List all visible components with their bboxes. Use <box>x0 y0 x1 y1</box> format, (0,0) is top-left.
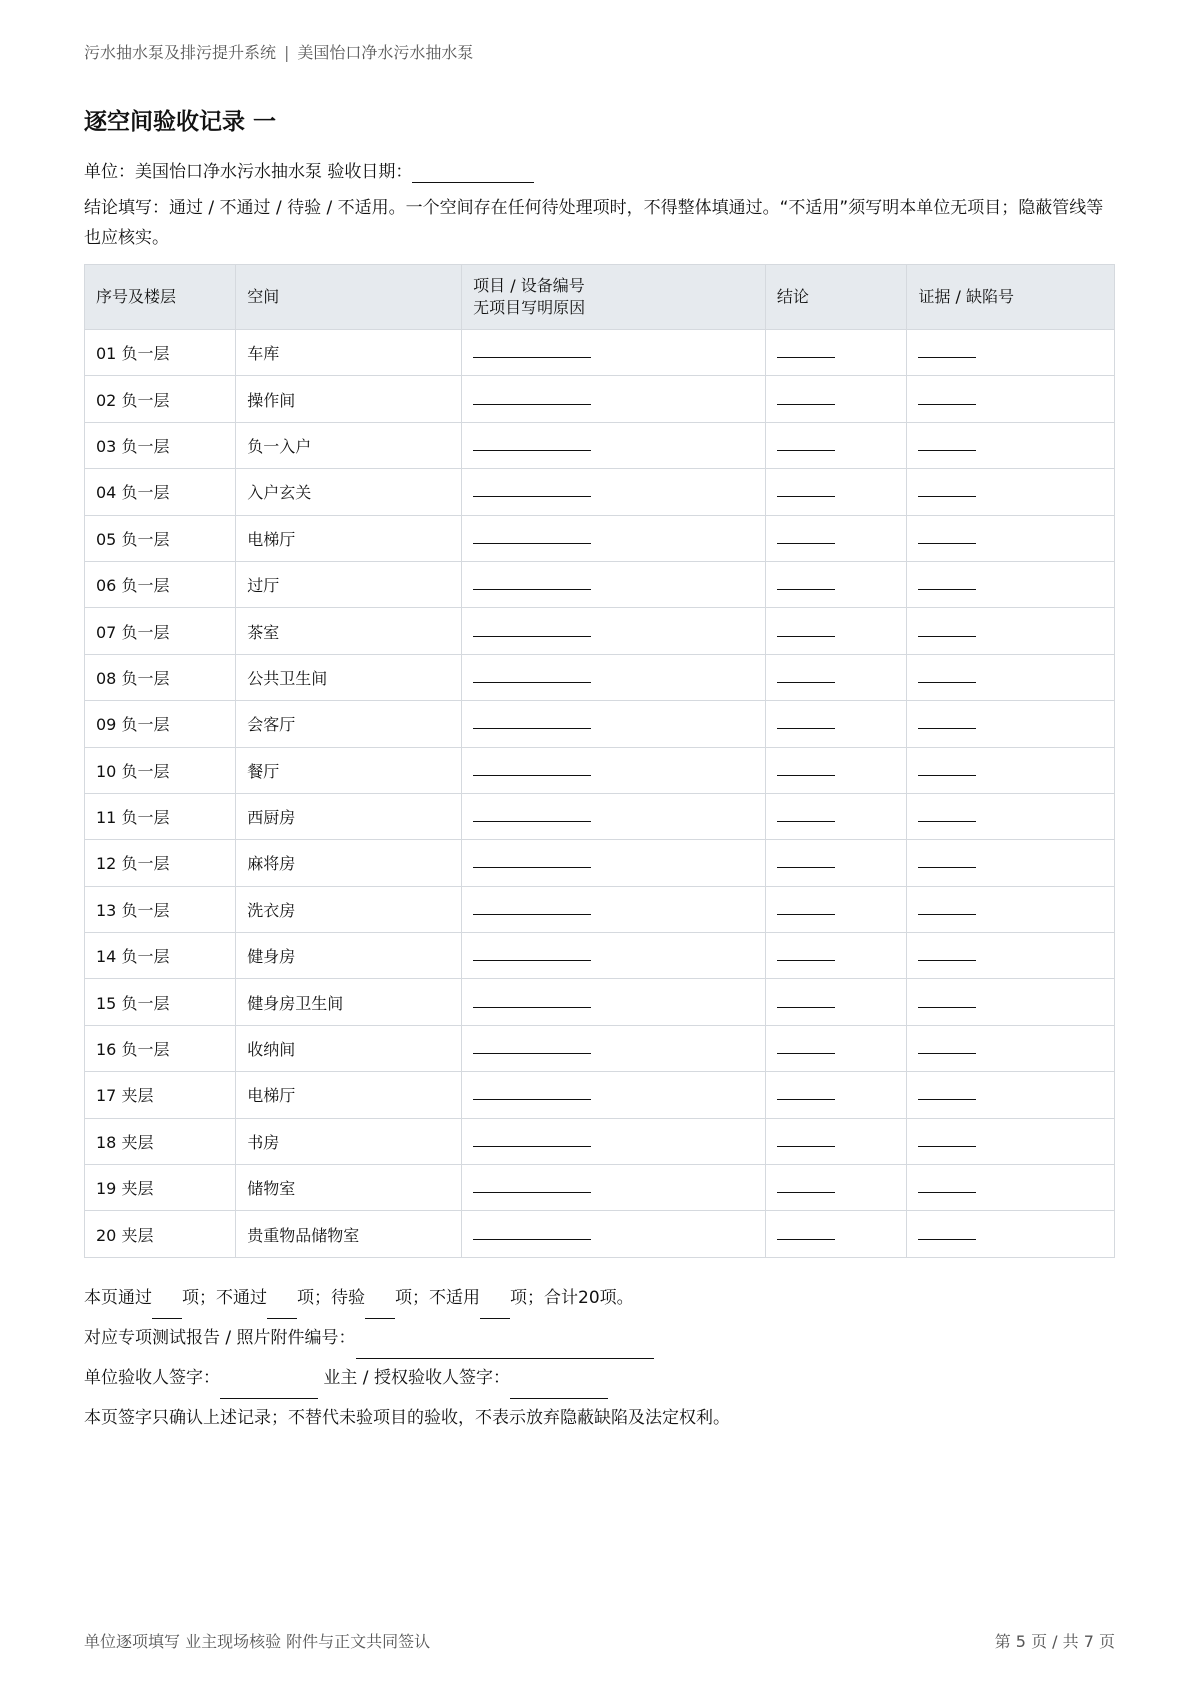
row-evidence-blank[interactable] <box>918 1085 976 1100</box>
unit-signature-blank[interactable] <box>220 1358 318 1399</box>
header-item <box>462 265 766 330</box>
row-evidence-cell <box>907 515 1115 561</box>
row-result-blank[interactable] <box>777 482 835 497</box>
row-item-blank[interactable] <box>473 900 591 915</box>
row-result-cell <box>765 1211 907 1257</box>
row-evidence-blank[interactable] <box>918 390 976 405</box>
pass-label: 本页通过 <box>84 1288 152 1308</box>
row-evidence-blank[interactable] <box>918 1039 976 1054</box>
table-row <box>85 422 1115 468</box>
row-result-cell <box>765 1025 907 1071</box>
header-separator: | <box>284 43 290 62</box>
attachment-line <box>84 1318 730 1358</box>
row-item-cell <box>462 422 766 468</box>
unit-date-line <box>84 157 534 183</box>
unit-signature-label: 单位验收人签字： <box>84 1368 220 1388</box>
row-result-blank[interactable] <box>777 993 835 1008</box>
header-company-name: 美国怡口净水污水抽水泵 <box>297 43 474 62</box>
row-floor: 07 负一层 <box>85 608 236 654</box>
header-system-name: 污水抽水泵及排污提升系统 <box>84 43 277 62</box>
row-evidence-blank[interactable] <box>918 1225 976 1240</box>
row-space: 茶室 <box>236 608 462 654</box>
row-space: 电梯厅 <box>236 515 462 561</box>
page-title: 逐空间验收记录 一 <box>84 109 277 135</box>
pending-count-blank[interactable] <box>365 1278 395 1319</box>
row-evidence-cell <box>907 469 1115 515</box>
row-floor: 16 负一层 <box>85 1025 236 1071</box>
item-unit: 项 <box>510 1288 527 1308</box>
row-result-blank[interactable] <box>777 900 835 915</box>
row-evidence-cell <box>907 1211 1115 1257</box>
table-body <box>85 330 1115 1258</box>
row-space: 负一入户 <box>236 422 462 468</box>
row-result-blank[interactable] <box>777 1178 835 1193</box>
row-floor: 12 负一层 <box>85 840 236 886</box>
row-evidence-blank[interactable] <box>918 482 976 497</box>
row-item-blank[interactable] <box>473 390 591 405</box>
row-item-cell <box>462 933 766 979</box>
row-result-cell <box>765 561 907 607</box>
row-item-blank[interactable] <box>473 946 591 961</box>
row-evidence-blank[interactable] <box>918 343 976 358</box>
row-result-blank[interactable] <box>777 1225 835 1240</box>
row-space: 收纳间 <box>236 1025 462 1071</box>
row-item-blank[interactable] <box>473 343 591 358</box>
table-row <box>85 515 1115 561</box>
row-item-cell <box>462 840 766 886</box>
row-space: 入户玄关 <box>236 469 462 515</box>
row-floor: 11 负一层 <box>85 793 236 839</box>
row-space: 会客厅 <box>236 701 462 747</box>
row-evidence-cell <box>907 561 1115 607</box>
row-evidence-blank[interactable] <box>918 807 976 822</box>
row-item-blank[interactable] <box>473 714 591 729</box>
row-evidence-blank[interactable] <box>918 761 976 776</box>
row-result-blank[interactable] <box>777 714 835 729</box>
row-result-blank[interactable] <box>777 668 835 683</box>
header-evidence: 证据 / 缺陷号 <box>907 265 1115 330</box>
row-item-blank[interactable] <box>473 575 591 590</box>
row-result-cell <box>765 933 907 979</box>
row-item-cell <box>462 330 766 376</box>
row-floor: 19 夹层 <box>85 1165 236 1211</box>
row-evidence-blank[interactable] <box>918 622 976 637</box>
table-row <box>85 561 1115 607</box>
row-floor: 17 夹层 <box>85 1072 236 1118</box>
row-result-cell <box>765 1165 907 1211</box>
row-result-blank[interactable] <box>777 390 835 405</box>
row-evidence-cell <box>907 840 1115 886</box>
row-result-blank[interactable] <box>777 946 835 961</box>
footer-note: 单位逐项填写 业主现场核验 附件与正文共同签认 <box>84 1632 431 1651</box>
table-row <box>85 608 1115 654</box>
na-count-blank[interactable] <box>480 1278 510 1319</box>
row-result-cell <box>765 793 907 839</box>
row-space: 西厨房 <box>236 793 462 839</box>
header-item-line1: 项目 / 设备编号 <box>473 276 585 295</box>
total-label: ；合计20项。 <box>527 1288 634 1308</box>
summary-section <box>84 1278 730 1438</box>
row-evidence-cell <box>907 608 1115 654</box>
fail-count-blank[interactable] <box>267 1278 297 1319</box>
row-item-cell <box>462 561 766 607</box>
row-evidence-cell <box>907 1072 1115 1118</box>
row-item-cell <box>462 1118 766 1164</box>
row-item-blank[interactable] <box>473 1178 591 1193</box>
table-row <box>85 1118 1115 1164</box>
table-row <box>85 376 1115 422</box>
table-row <box>85 793 1115 839</box>
page-number: 第 5 页 / 共 7 页 <box>994 1632 1115 1651</box>
row-evidence-blank[interactable] <box>918 1178 976 1193</box>
row-item-cell <box>462 793 766 839</box>
acceptance-date-blank[interactable] <box>412 162 534 183</box>
row-item-cell <box>462 608 766 654</box>
row-evidence-cell <box>907 701 1115 747</box>
header-item-line2: 无项目写明原因 <box>473 298 586 317</box>
row-evidence-blank[interactable] <box>918 668 976 683</box>
table-row <box>85 979 1115 1025</box>
row-result-blank[interactable] <box>777 807 835 822</box>
row-space: 贵重物品储物室 <box>236 1211 462 1257</box>
table-row <box>85 469 1115 515</box>
row-space: 过厅 <box>236 561 462 607</box>
row-result-cell <box>765 330 907 376</box>
row-evidence-cell <box>907 979 1115 1025</box>
row-space: 电梯厅 <box>236 1072 462 1118</box>
row-evidence-cell <box>907 1118 1115 1164</box>
row-evidence-cell <box>907 376 1115 422</box>
na-label: ；不适用 <box>412 1288 480 1308</box>
row-result-cell <box>765 979 907 1025</box>
row-space: 麻将房 <box>236 840 462 886</box>
row-evidence-blank[interactable] <box>918 575 976 590</box>
row-item-blank[interactable] <box>473 529 591 544</box>
row-item-cell <box>462 1025 766 1071</box>
row-result-cell <box>765 515 907 561</box>
row-space: 操作间 <box>236 376 462 422</box>
row-floor: 15 负一层 <box>85 979 236 1025</box>
row-space: 健身房卫生间 <box>236 979 462 1025</box>
row-result-cell <box>765 840 907 886</box>
row-result-cell <box>765 747 907 793</box>
row-result-cell <box>765 1118 907 1164</box>
pass-count-blank[interactable] <box>152 1278 182 1319</box>
owner-signature-label: 业主 / 授权验收人签字： <box>323 1368 510 1388</box>
row-evidence-blank[interactable] <box>918 993 976 1008</box>
row-item-blank[interactable] <box>473 622 591 637</box>
row-evidence-cell <box>907 933 1115 979</box>
row-evidence-cell <box>907 1025 1115 1071</box>
row-evidence-cell <box>907 330 1115 376</box>
row-evidence-blank[interactable] <box>918 436 976 451</box>
row-item-blank[interactable] <box>473 1225 591 1240</box>
fill-instructions: 结论填写：通过 / 不通过 / 待验 / 不适用。一个空间存在任何待处理项时，不得整体填通过。“不适用”须写明本单位无项目；隐蔽管线等也应核实。 <box>84 198 1104 248</box>
table-row <box>85 1211 1115 1257</box>
row-item-blank[interactable] <box>473 1039 591 1054</box>
row-evidence-blank[interactable] <box>918 529 976 544</box>
header-floor: 序号及楼层 <box>85 265 236 330</box>
row-item-blank[interactable] <box>473 482 591 497</box>
row-item-blank[interactable] <box>473 761 591 776</box>
row-floor: 13 负一层 <box>85 886 236 932</box>
row-result-blank[interactable] <box>777 761 835 776</box>
row-evidence-blank[interactable] <box>918 714 976 729</box>
row-result-blank[interactable] <box>777 1085 835 1100</box>
fail-label: ；不通过 <box>199 1288 267 1308</box>
item-unit: 项 <box>297 1288 314 1308</box>
row-space: 书房 <box>236 1118 462 1164</box>
row-result-cell <box>765 1072 907 1118</box>
row-item-cell <box>462 979 766 1025</box>
signature-line <box>84 1358 730 1398</box>
row-space: 车库 <box>236 330 462 376</box>
row-item-cell <box>462 654 766 700</box>
row-item-blank[interactable] <box>473 436 591 451</box>
row-result-cell <box>765 886 907 932</box>
row-floor: 01 负一层 <box>85 330 236 376</box>
row-item-cell <box>462 886 766 932</box>
row-floor: 04 负一层 <box>85 469 236 515</box>
row-item-blank[interactable] <box>473 993 591 1008</box>
item-unit: 项 <box>182 1288 199 1308</box>
table-row <box>85 1165 1115 1211</box>
row-evidence-cell <box>907 747 1115 793</box>
row-item-blank[interactable] <box>473 807 591 822</box>
row-item-cell <box>462 1165 766 1211</box>
table-row <box>85 1025 1115 1071</box>
table-row <box>85 701 1115 747</box>
row-floor: 06 负一层 <box>85 561 236 607</box>
pending-label: ；待验 <box>314 1288 365 1308</box>
row-evidence-cell <box>907 886 1115 932</box>
row-floor: 20 夹层 <box>85 1211 236 1257</box>
row-evidence-cell <box>907 422 1115 468</box>
row-floor: 10 负一层 <box>85 747 236 793</box>
row-evidence-cell <box>907 1165 1115 1211</box>
row-evidence-blank[interactable] <box>918 1132 976 1147</box>
row-result-blank[interactable] <box>777 343 835 358</box>
unit-date-label: 单位：美国怡口净水污水抽水泵 验收日期： <box>84 162 413 182</box>
table-row <box>85 933 1115 979</box>
row-evidence-blank[interactable] <box>918 853 976 868</box>
table-row <box>85 654 1115 700</box>
row-result-blank[interactable] <box>777 1039 835 1054</box>
row-result-blank[interactable] <box>777 575 835 590</box>
row-result-blank[interactable] <box>777 1132 835 1147</box>
table-row <box>85 886 1115 932</box>
running-header <box>84 40 473 63</box>
row-floor: 14 负一层 <box>85 933 236 979</box>
row-evidence-blank[interactable] <box>918 900 976 915</box>
row-space: 公共卫生间 <box>236 654 462 700</box>
row-item-cell <box>462 701 766 747</box>
row-item-cell <box>462 376 766 422</box>
row-evidence-blank[interactable] <box>918 946 976 961</box>
table-row <box>85 840 1115 886</box>
row-item-cell <box>462 515 766 561</box>
row-result-cell <box>765 469 907 515</box>
row-space: 餐厅 <box>236 747 462 793</box>
row-floor: 09 负一层 <box>85 701 236 747</box>
row-result-blank[interactable] <box>777 853 835 868</box>
row-floor: 18 夹层 <box>85 1118 236 1164</box>
row-floor: 05 负一层 <box>85 515 236 561</box>
row-result-blank[interactable] <box>777 529 835 544</box>
header-space: 空间 <box>236 265 462 330</box>
row-space: 储物室 <box>236 1165 462 1211</box>
table-row <box>85 330 1115 376</box>
row-floor: 08 负一层 <box>85 654 236 700</box>
table-header-row <box>85 265 1115 330</box>
row-item-cell <box>462 1072 766 1118</box>
row-space: 健身房 <box>236 933 462 979</box>
attachment-label: 对应专项测试报告 / 照片附件编号： <box>84 1328 356 1348</box>
row-result-cell <box>765 608 907 654</box>
row-floor: 03 负一层 <box>85 422 236 468</box>
row-evidence-cell <box>907 793 1115 839</box>
header-result: 结论 <box>765 265 907 330</box>
row-result-cell <box>765 376 907 422</box>
row-result-cell <box>765 701 907 747</box>
row-space: 洗衣房 <box>236 886 462 932</box>
row-evidence-cell <box>907 654 1115 700</box>
row-result-blank[interactable] <box>777 436 835 451</box>
disclaimer: 本页签字只确认上述记录；不替代未验项目的验收，不表示放弃隐蔽缺陷及法定权利。 <box>84 1408 730 1428</box>
row-result-blank[interactable] <box>777 622 835 637</box>
row-item-blank[interactable] <box>473 1132 591 1147</box>
row-result-cell <box>765 654 907 700</box>
table-row <box>85 747 1115 793</box>
row-item-cell <box>462 747 766 793</box>
table-row <box>85 1072 1115 1118</box>
row-item-cell <box>462 1211 766 1257</box>
summary-count-line <box>84 1278 730 1318</box>
row-item-blank[interactable] <box>473 853 591 868</box>
owner-signature-blank[interactable] <box>510 1358 608 1399</box>
item-unit: 项 <box>395 1288 412 1308</box>
attachment-number-blank[interactable] <box>356 1318 654 1359</box>
row-item-cell <box>462 469 766 515</box>
row-item-blank[interactable] <box>473 1085 591 1100</box>
row-result-cell <box>765 422 907 468</box>
acceptance-record-table <box>84 264 1115 1258</box>
row-floor: 02 负一层 <box>85 376 236 422</box>
row-item-blank[interactable] <box>473 668 591 683</box>
